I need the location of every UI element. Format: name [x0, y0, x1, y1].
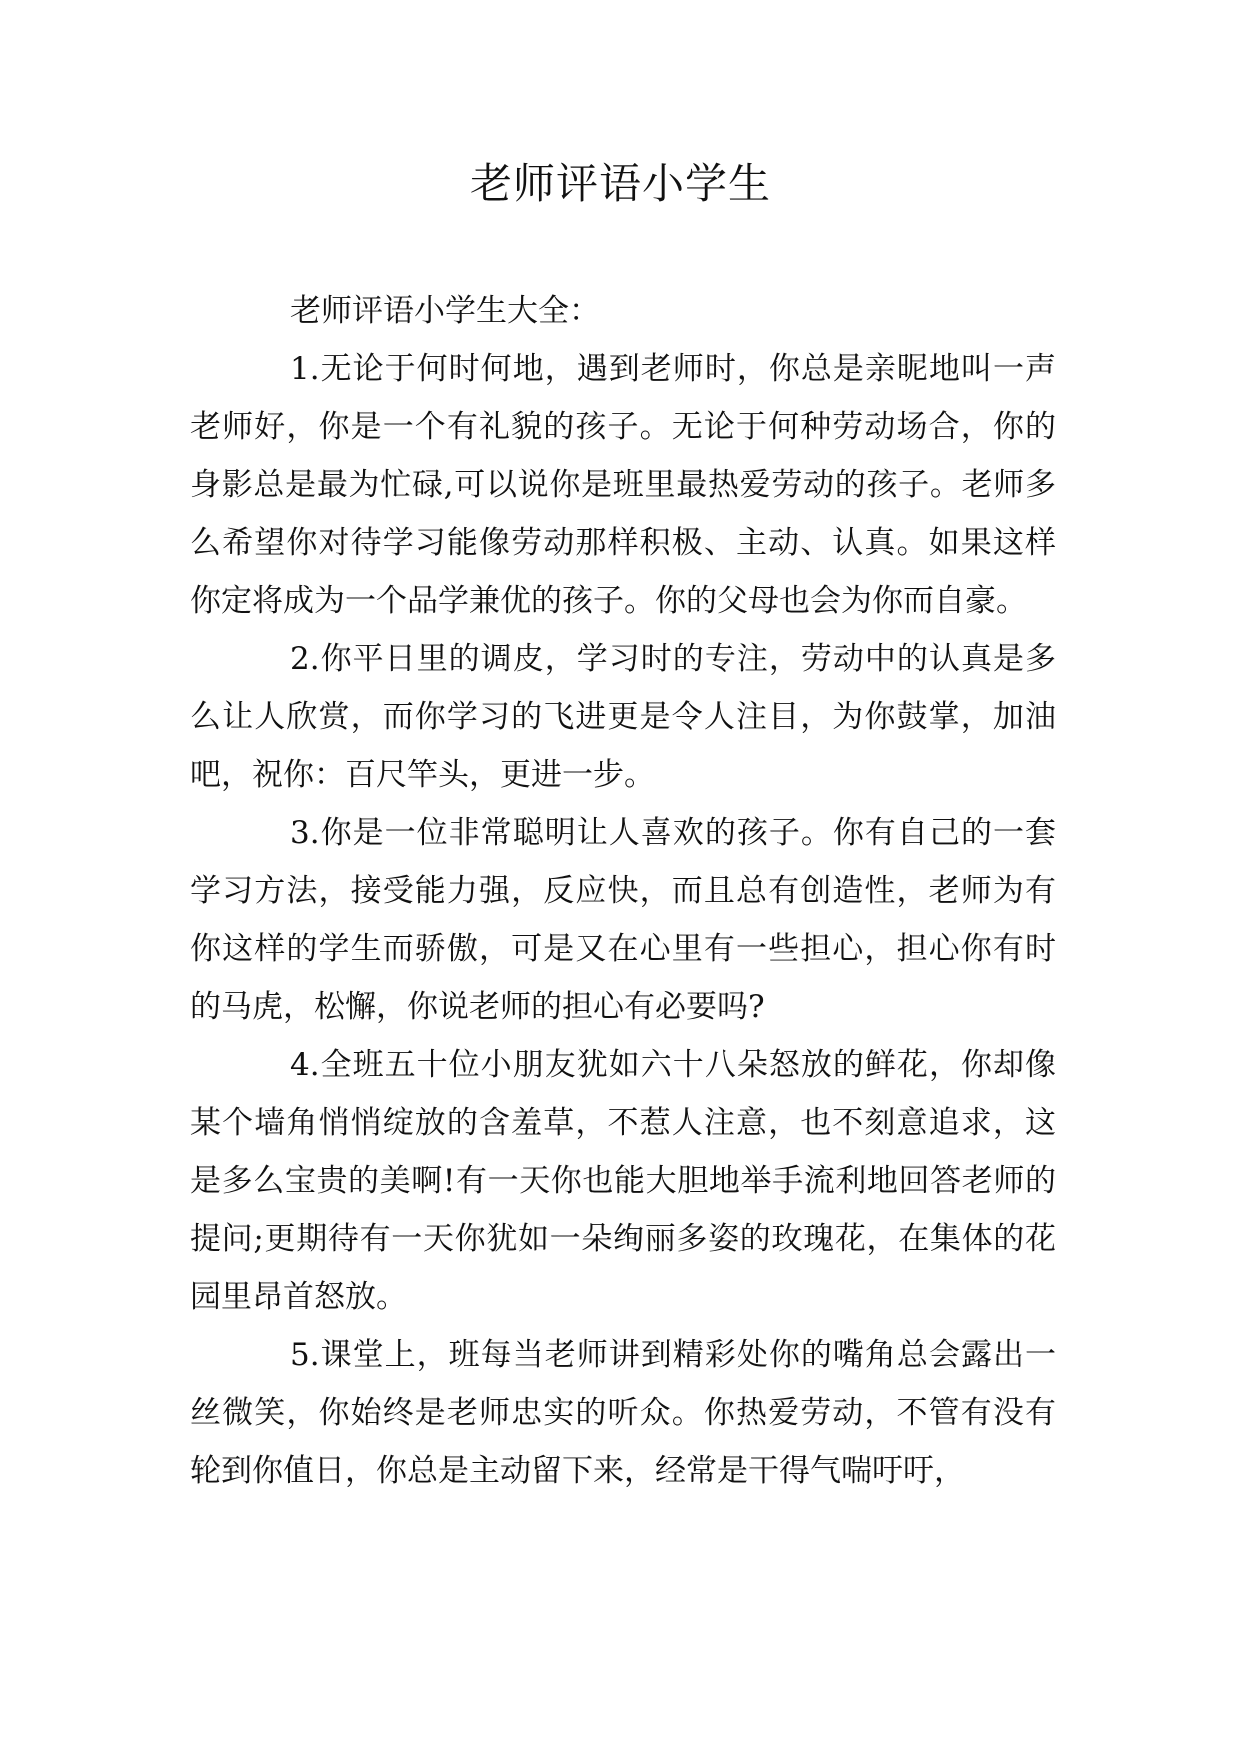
- comment-paragraph-3: 3.你是一位非常聪明让人喜欢的孩子。你有自己的一套学习方法，接受能力强，反应快，而且总有创造性，老师为有你这样的学生而骄傲，可是又在心里有一些担心，担心你有时的马虎，松懈，你说老师的担心有必要吗?: [190, 815, 1056, 1025]
- comment-paragraph-1: 1.无论于何时何地，遇到老师时，你总是亲昵地叫一声老师好，你是一个有礼貌的孩子。无论于何种劳动场合，你的身影总是最为忙碌,可以说你是班里最热爱劳动的孩子。老师多么希望你对待学习能像劳动那样积极、主动、认真。如果这样你定将成为一个品学兼优的孩子。你的父母也会为你而自豪。: [190, 351, 1056, 619]
- intro-line: 老师评语小学生大全：: [290, 293, 600, 329]
- document-body: [190, 282, 1056, 1500]
- comment-paragraph-4: 4.全班五十位小朋友犹如六十八朵怒放的鲜花，你却像某个墙角悄悄绽放的含羞草，不惹人注意，也不刻意追求，这是多么宝贵的美啊!有一天你也能大胆地举手流利地回答老师的提问;更期待有一天你犹如一朵绚丽多姿的玫瑰花，在集体的花园里昂首怒放。: [190, 1047, 1056, 1315]
- comment-paragraph-2: 2.你平日里的调皮，学习时的专注，劳动中的认真是多么让人欣赏，而你学习的飞进更是令人注目，为你鼓掌，加油吧，祝你：百尺竿头，更进一步。: [190, 641, 1056, 793]
- document-title: 老师评语小学生: [469, 159, 771, 208]
- comment-paragraph-5: 5.课堂上，班每当老师讲到精彩处你的嘴角总会露出一丝微笑，你始终是老师忠实的听众。你热爱劳动，不管有没有轮到你值日，你总是主动留下来，经常是干得气喘吁吁，: [190, 1337, 1056, 1489]
